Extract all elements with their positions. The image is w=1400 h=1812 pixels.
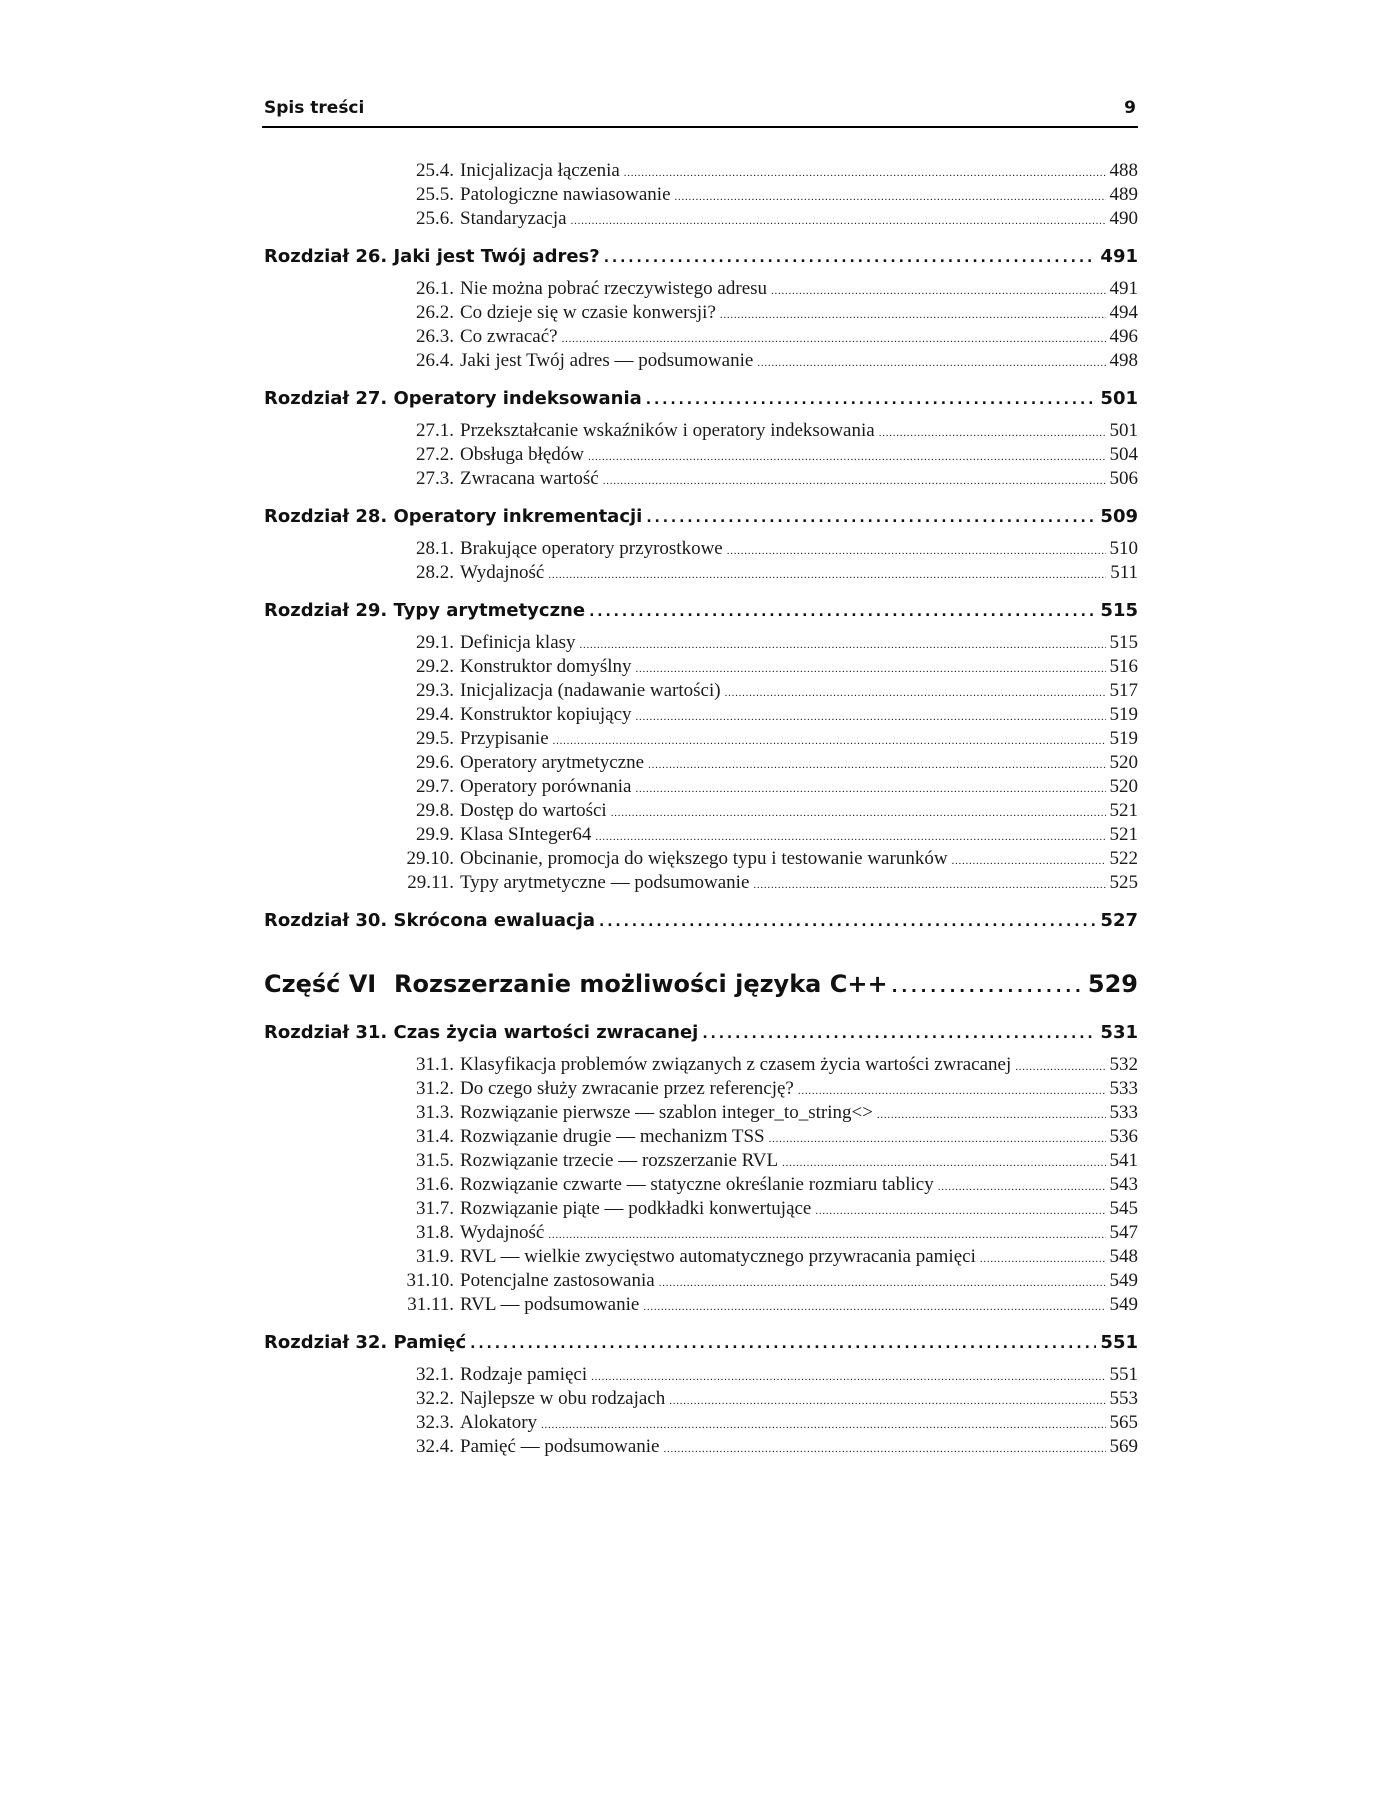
running-header <box>262 96 1138 128</box>
dot-leader <box>782 1157 1105 1169</box>
section-title: Standaryzacja <box>460 208 567 229</box>
section-title: Definicja klasy <box>460 632 576 653</box>
toc-section-entry <box>264 1412 1138 1436</box>
toc-section-entry <box>264 1388 1138 1412</box>
dot-leader <box>980 1253 1106 1265</box>
toc-section-entry <box>264 1102 1138 1126</box>
dot-leader <box>548 1229 1105 1241</box>
dot-leader <box>648 759 1105 771</box>
toc-section-entry <box>264 1054 1138 1078</box>
section-title: Wydajność <box>460 562 545 583</box>
dot-leader <box>604 250 1097 266</box>
chapter-title: Rozdział 26. Jaki jest Twój adres? <box>264 246 600 267</box>
dot-leader <box>798 1085 1106 1097</box>
section-number: 31.2. <box>416 1078 454 1099</box>
page-number: 519 <box>1109 728 1138 749</box>
section-title: Inicjalizacja łączenia <box>460 160 620 181</box>
dot-leader <box>675 191 1106 203</box>
section-number: 32.4. <box>416 1436 454 1457</box>
section-number: 29.7. <box>416 776 454 797</box>
page-number: 501 <box>1109 420 1138 441</box>
page-number: 551 <box>1100 1332 1138 1353</box>
chapter-title: Rozdział 30. Skrócona ewaluacja <box>264 910 596 931</box>
page-number: 520 <box>1109 752 1138 773</box>
toc-chapter-entry <box>264 506 1138 538</box>
dot-leader <box>636 711 1106 723</box>
dot-leader <box>580 639 1106 651</box>
dot-leader <box>892 977 1084 996</box>
section-number: 25.5. <box>416 184 454 205</box>
toc-section-entry <box>264 444 1138 468</box>
page-number: 515 <box>1109 632 1138 653</box>
page-number: 533 <box>1109 1078 1138 1099</box>
page-number: 529 <box>1087 970 1138 998</box>
dot-leader <box>877 1109 1106 1121</box>
page-number: 491 <box>1109 278 1138 299</box>
dot-leader <box>611 807 1106 819</box>
toc-section-entry <box>264 562 1138 586</box>
page-number: 553 <box>1109 1388 1138 1409</box>
dot-leader <box>635 783 1105 795</box>
toc-part-entry <box>264 970 1138 1008</box>
section-title: Inicjalizacja (nadawanie wartości) <box>460 680 721 701</box>
page-number: 551 <box>1109 1364 1138 1385</box>
section-number: 31.1. <box>416 1054 454 1075</box>
page-number: 569 <box>1109 1436 1138 1457</box>
page-number: 516 <box>1109 656 1138 677</box>
section-title: Rozwiązanie trzecie — rozszerzanie RVL <box>460 1150 779 1171</box>
dot-leader <box>548 569 1106 581</box>
section-title: Wydajność <box>460 1222 545 1243</box>
page-number: 510 <box>1109 538 1138 559</box>
section-number: 27.3. <box>416 468 454 489</box>
page-number: 521 <box>1109 824 1138 845</box>
table-of-contents <box>264 160 1138 1460</box>
section-number: 29.8. <box>416 800 454 821</box>
section-title: Konstruktor kopiujący <box>460 704 632 725</box>
section-number: 27.2. <box>416 444 454 465</box>
page-number: 494 <box>1109 302 1138 323</box>
dot-leader <box>571 215 1106 227</box>
page-number: 548 <box>1109 1246 1138 1267</box>
dot-leader <box>938 1181 1106 1193</box>
toc-section-entry <box>264 1246 1138 1270</box>
dot-leader <box>643 1301 1105 1313</box>
toc-section-entry <box>264 278 1138 302</box>
section-title: Rozwiązanie czwarte — statyczne określanie rozmiaru tablicy <box>460 1174 934 1195</box>
section-title: Najlepsze w obu rodzajach <box>460 1388 666 1409</box>
toc-section-entry <box>264 872 1138 896</box>
toc-section-entry <box>264 680 1138 704</box>
section-number: 31.4. <box>416 1126 454 1147</box>
part-title: Rozszerzanie możliwości języka C++ <box>394 970 888 998</box>
dot-leader <box>599 914 1096 930</box>
section-title: Patologiczne nawiasowanie <box>460 184 671 205</box>
dot-leader <box>879 427 1106 439</box>
section-title: Rodzaje pamięci <box>460 1364 588 1385</box>
section-title: Konstruktor domyślny <box>460 656 632 677</box>
section-number: 25.4. <box>416 160 454 181</box>
section-number: 31.6. <box>416 1174 454 1195</box>
section-title: Operatory arytmetyczne <box>460 752 645 773</box>
toc-section-entry <box>264 1126 1138 1150</box>
page-number: 525 <box>1109 872 1138 893</box>
section-title: Rozwiązanie pierwsze — szablon integer_to_string<> <box>460 1102 873 1123</box>
toc-section-entry <box>264 326 1138 350</box>
toc-section-entry <box>264 350 1138 374</box>
page-number: 489 <box>1109 184 1138 205</box>
page-number: 491 <box>1100 246 1138 267</box>
section-title: RVL — wielkie zwycięstwo automatycznego przywracania pamięci <box>460 1246 976 1267</box>
dot-leader <box>636 663 1106 675</box>
section-number: 29.2. <box>416 656 454 677</box>
chapter-title: Rozdział 32. Pamięć <box>264 1332 467 1353</box>
section-title: RVL — podsumowanie <box>460 1294 640 1315</box>
toc-section-entry <box>264 538 1138 562</box>
dot-leader <box>659 1277 1106 1289</box>
dot-leader <box>663 1443 1105 1455</box>
dot-leader <box>595 831 1105 843</box>
chapter-title: Rozdział 31. Czas życia wartości zwracanej <box>264 1022 699 1043</box>
dot-leader <box>815 1205 1105 1217</box>
page-number: 549 <box>1109 1270 1138 1291</box>
section-number: 28.2. <box>416 562 454 583</box>
section-title: Nie można pobrać rzeczywistego adresu <box>460 278 768 299</box>
dot-leader <box>769 1133 1106 1145</box>
toc-section-entry <box>264 1078 1138 1102</box>
section-title: Co zwracać? <box>460 326 558 347</box>
section-title: Co dzieje się w czasie konwersji? <box>460 302 716 323</box>
page-number: 490 <box>1109 208 1138 229</box>
section-title: Dostęp do wartości <box>460 800 607 821</box>
page-number: 509 <box>1100 506 1138 527</box>
dot-leader <box>720 309 1106 321</box>
page-number: 501 <box>1100 388 1138 409</box>
section-number: 27.1. <box>416 420 454 441</box>
dot-leader <box>470 1336 1096 1352</box>
toc-section-entry <box>264 420 1138 444</box>
section-number: 29.10. <box>406 848 454 869</box>
page-number: 488 <box>1109 160 1138 181</box>
section-number: 26.3. <box>416 326 454 347</box>
chapter-title: Rozdział 28. Operatory inkrementacji <box>264 506 643 527</box>
section-title: Do czego służy zwracanie przez referencję? <box>460 1078 794 1099</box>
dot-leader <box>624 167 1106 179</box>
page-number: 496 <box>1109 326 1138 347</box>
dot-leader <box>646 392 1097 408</box>
part-label: Część VI <box>264 970 377 998</box>
chapter-title: Rozdział 29. Typy arytmetyczne <box>264 600 586 621</box>
section-number: 26.4. <box>416 350 454 371</box>
page-number: 511 <box>1110 562 1138 583</box>
section-number: 31.7. <box>416 1198 454 1219</box>
page-number: 532 <box>1109 1054 1138 1075</box>
dot-leader <box>669 1395 1105 1407</box>
toc-section-entry <box>264 1270 1138 1294</box>
toc-chapter-entry <box>264 1022 1138 1054</box>
dot-leader <box>753 879 1105 891</box>
page-number: 527 <box>1100 910 1138 931</box>
section-title: Obcinanie, promocja do większego typu i testowanie warunków <box>460 848 948 869</box>
dot-leader <box>553 735 1106 747</box>
dot-leader <box>591 1371 1105 1383</box>
section-title: Rozwiązanie piąte — podkładki konwertujące <box>460 1198 812 1219</box>
page-number: 545 <box>1109 1198 1138 1219</box>
toc-section-entry <box>264 208 1138 232</box>
section-title: Brakujące operatory przyrostkowe <box>460 538 723 559</box>
toc-section-entry <box>264 1364 1138 1388</box>
section-title: Pamięć — podsumowanie <box>460 1436 660 1457</box>
running-header-title: Spis treści <box>264 98 365 118</box>
toc-section-entry <box>264 302 1138 326</box>
section-title: Rozwiązanie drugie — mechanizm TSS <box>460 1126 765 1147</box>
section-title: Jaki jest Twój adres — podsumowanie <box>460 350 754 371</box>
toc-section-entry <box>264 160 1138 184</box>
toc-section-entry <box>264 1174 1138 1198</box>
dot-leader <box>771 285 1105 297</box>
page-number: 543 <box>1109 1174 1138 1195</box>
page-number: 520 <box>1109 776 1138 797</box>
toc-section-entry <box>264 1222 1138 1246</box>
page-number: 517 <box>1109 680 1138 701</box>
toc-chapter-entry <box>264 910 1138 942</box>
section-number: 31.3. <box>416 1102 454 1123</box>
section-number: 29.3. <box>416 680 454 701</box>
section-title: Przypisanie <box>460 728 549 749</box>
toc-section-entry <box>264 728 1138 752</box>
dot-leader <box>646 510 1096 526</box>
section-number: 26.1. <box>416 278 454 299</box>
section-number: 28.1. <box>416 538 454 559</box>
page-number: 519 <box>1109 704 1138 725</box>
page-number: 506 <box>1109 468 1138 489</box>
section-title: Alokatory <box>460 1412 538 1433</box>
toc-section-entry <box>264 1294 1138 1318</box>
toc-section-entry <box>264 184 1138 208</box>
toc-section-entry <box>264 632 1138 656</box>
section-number: 31.10. <box>406 1270 454 1291</box>
toc-chapter-entry <box>264 246 1138 278</box>
dot-leader <box>757 357 1105 369</box>
running-header-page-number: 9 <box>1124 98 1136 118</box>
section-number: 29.5. <box>416 728 454 749</box>
section-title: Klasa SInteger64 <box>460 824 592 845</box>
dot-leader <box>562 333 1106 345</box>
section-title: Potencjalne zastosowania <box>460 1270 655 1291</box>
section-number: 32.3. <box>416 1412 454 1433</box>
toc-chapter-entry <box>264 388 1138 420</box>
section-title: Przekształcanie wskaźników i operatory indeksowania <box>460 420 875 441</box>
section-number: 26.2. <box>416 302 454 323</box>
section-number: 25.6. <box>416 208 454 229</box>
dot-leader <box>725 687 1106 699</box>
toc-chapter-entry <box>264 600 1138 632</box>
page-number: 504 <box>1109 444 1138 465</box>
page-number: 521 <box>1109 800 1138 821</box>
page-number: 536 <box>1109 1126 1138 1147</box>
toc-section-entry <box>264 824 1138 848</box>
dot-leader <box>702 1026 1096 1042</box>
page-number: 541 <box>1109 1150 1138 1171</box>
dot-leader <box>727 545 1106 557</box>
dot-leader <box>952 855 1106 867</box>
section-number: 29.6. <box>416 752 454 773</box>
toc-section-entry <box>264 776 1138 800</box>
page-number: 531 <box>1100 1022 1138 1043</box>
chapter-title: Rozdział 27. Operatory indeksowania <box>264 388 642 409</box>
page-number: 498 <box>1109 350 1138 371</box>
toc-section-entry <box>264 1150 1138 1174</box>
page-number: 533 <box>1109 1102 1138 1123</box>
dot-leader <box>589 604 1096 620</box>
page-number: 549 <box>1109 1294 1138 1315</box>
toc-section-entry <box>264 848 1138 872</box>
page-number: 522 <box>1109 848 1138 869</box>
page-number: 565 <box>1109 1412 1138 1433</box>
dot-leader <box>603 475 1106 487</box>
dot-leader <box>1015 1061 1105 1073</box>
toc-section-entry <box>264 1436 1138 1460</box>
toc-section-entry <box>264 800 1138 824</box>
toc-section-entry <box>264 752 1138 776</box>
section-number: 31.9. <box>416 1246 454 1267</box>
section-title: Klasyfikacja problemów związanych z czasem życia wartości zwracanej <box>460 1054 1012 1075</box>
section-title: Typy arytmetyczne — podsumowanie <box>460 872 750 893</box>
section-number: 31.8. <box>416 1222 454 1243</box>
section-number: 29.9. <box>416 824 454 845</box>
toc-section-entry <box>264 468 1138 492</box>
toc-chapter-entry <box>264 1332 1138 1364</box>
page-number: 515 <box>1100 600 1138 621</box>
section-number: 32.1. <box>416 1364 454 1385</box>
dot-leader <box>588 451 1105 463</box>
page-number: 547 <box>1109 1222 1138 1243</box>
section-title: Operatory porównania <box>460 776 632 797</box>
section-number: 29.11. <box>407 872 454 893</box>
section-title: Zwracana wartość <box>460 468 599 489</box>
section-number: 32.2. <box>416 1388 454 1409</box>
toc-section-entry <box>264 704 1138 728</box>
section-title: Obsługa błędów <box>460 444 585 465</box>
section-number: 31.5. <box>416 1150 454 1171</box>
section-number: 29.4. <box>416 704 454 725</box>
toc-section-entry <box>264 1198 1138 1222</box>
dot-leader <box>541 1419 1105 1431</box>
toc-section-entry <box>264 656 1138 680</box>
section-number: 29.1. <box>416 632 454 653</box>
section-number: 31.11. <box>407 1294 454 1315</box>
